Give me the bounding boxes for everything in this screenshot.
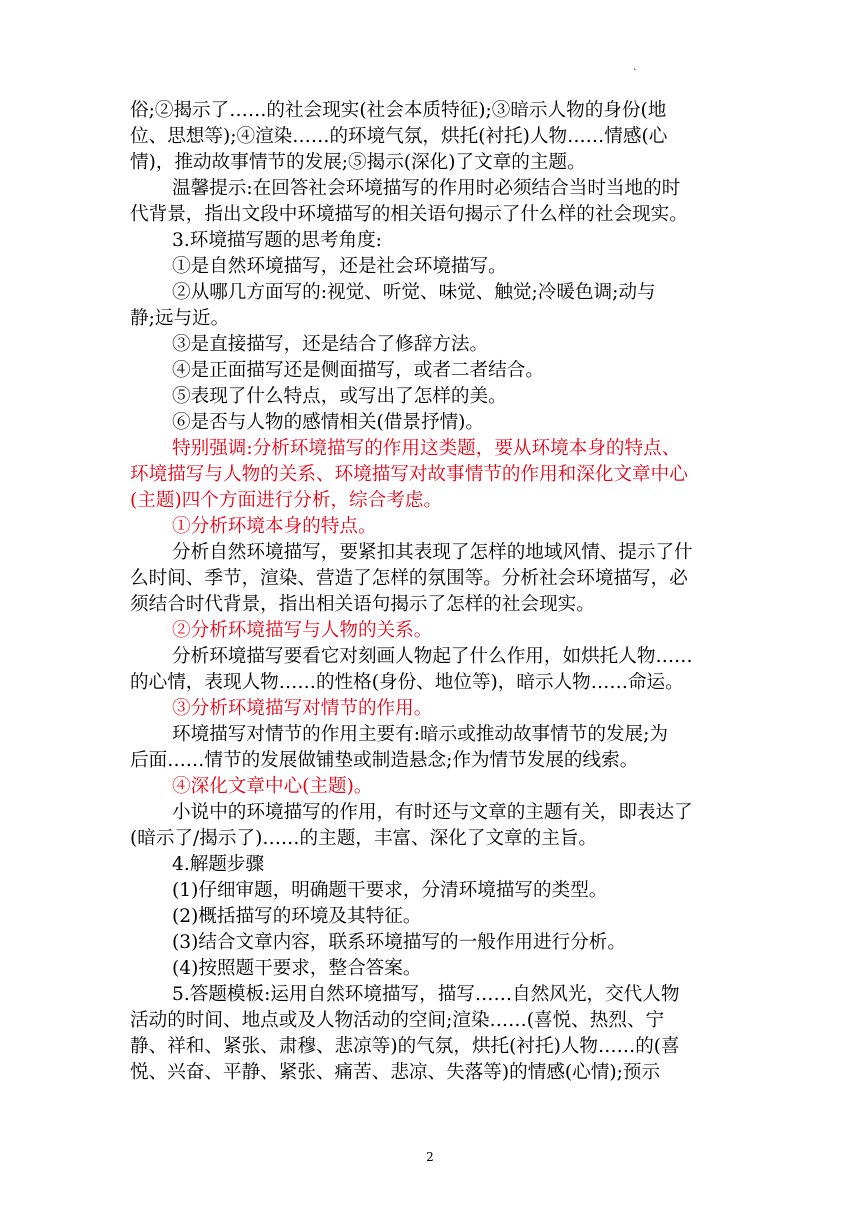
text-line: 么时间、季节，渲染、营造了怎样的氛围等。分析社会环境描写，必 <box>130 568 688 589</box>
text-line: 位、思想等);④渲染……的环境气氛，烘托(衬托)人物……情感(心 <box>130 126 668 147</box>
text-line: 活动的时间、地点或及人物活动的空间;渲染……(喜悦、热烈、宁 <box>130 1010 665 1031</box>
text-line: 5.答题模板:运用自然环境描写，描写……自然风光，交代人物 <box>172 984 680 1005</box>
emphasis-text-line: 环境描写与人物的关系、环境描写对故事情节的作用和深化文章中心 <box>130 464 688 485</box>
text-line: ①是自然环境描写，还是社会环境描写。 <box>172 256 507 277</box>
text-line: (2)概括描写的环境及其特征。 <box>172 906 422 927</box>
text-line: 环境描写对情节的作用主要有:暗示或推动故事情节的发展;为 <box>172 724 668 745</box>
text-line: ④是正面描写还是侧面描写，或者二者结合。 <box>172 360 544 381</box>
body-text <box>130 98 740 1086</box>
emphasis-text-line: (主题)四个方面进行分析，综合考虑。 <box>130 490 443 511</box>
text-line: 静;远与近。 <box>130 308 230 329</box>
emphasis-text-line: ④深化文章中心(主题)。 <box>172 776 373 797</box>
emphasis-text-line: ③分析环境描写对情节的作用。 <box>172 698 433 719</box>
header-mark: . <box>633 60 637 73</box>
text-line: (暗示了/揭示了)……的主题，丰富、深化了文章的主旨。 <box>130 828 598 849</box>
text-line: (4)按照题干要求，整合答案。 <box>172 958 422 979</box>
text-line: 分析自然环境描写，要紧扣其表现了怎样的地域风情、提示了什 <box>172 542 693 563</box>
text-line: ②从哪几方面写的:视觉、听觉、味觉、触觉;冷暖色调;动与 <box>172 282 656 303</box>
emphasis-text-line: 特别强调:分析环境描写的作用这类题，要从环境本身的特点、 <box>172 438 681 459</box>
text-line: 3.环境描写题的思考角度: <box>172 230 382 251</box>
text-line: ③是直接描写，还是结合了修辞方法。 <box>172 334 489 355</box>
text-line: ⑤表现了什么特点，或写出了怎样的美。 <box>172 386 507 407</box>
emphasis-text-line: ②分析环境描写与人物的关系。 <box>172 620 433 641</box>
text-line: ⑥是否与人物的感情相关(借景抒情)。 <box>172 412 485 433</box>
text-line: 俗;②揭示了……的社会现实(社会本质特征);③暗示人物的身份(地 <box>130 100 667 121</box>
text-line: 情)，推动故事情节的发展;⑤揭示(深化)了文章的主题。 <box>130 152 586 173</box>
text-line: 小说中的环境描写的作用，有时还与文章的主题有关，即表达了 <box>172 802 693 823</box>
text-line: (1)仔细审题，明确题干要求，分清环境描写的类型。 <box>172 880 608 901</box>
text-line: (3)结合文章内容，联系环境描写的一般作用进行分析。 <box>172 932 626 953</box>
text-line: 的心情，表现人物……的性格(身份、地位等)，暗示人物……命运。 <box>130 672 684 693</box>
page-number: 2 <box>426 1150 434 1164</box>
text-line: 分析环境描写要看它对刻画人物起了什么作用，如烘托人物…… <box>172 646 693 667</box>
text-line: 静、祥和、紧张、肃穆、悲凉等)的气氛，烘托(衬托)人物……的(喜 <box>130 1036 680 1057</box>
text-line: 4.解题步骤 <box>172 854 265 875</box>
text-line: 后面……情节的发展做铺垫或制造悬念;作为情节发展的线索。 <box>130 750 639 771</box>
text-line: 须结合时代背景，指出相关语句揭示了怎样的社会现实。 <box>130 594 595 615</box>
emphasis-text-line: ①分析环境本身的特点。 <box>172 516 377 537</box>
text-line: 悦、兴奋、平静、紧张、痛苦、悲凉、失落等)的情感(心情);预示 <box>130 1062 661 1083</box>
text-line: 代背景，指出文段中环境描写的相关语句揭示了什么样的社会现实。 <box>130 204 688 225</box>
text-line: 温馨提示:在回答社会环境描写的作用时必须结合当时当地的时 <box>172 178 681 199</box>
